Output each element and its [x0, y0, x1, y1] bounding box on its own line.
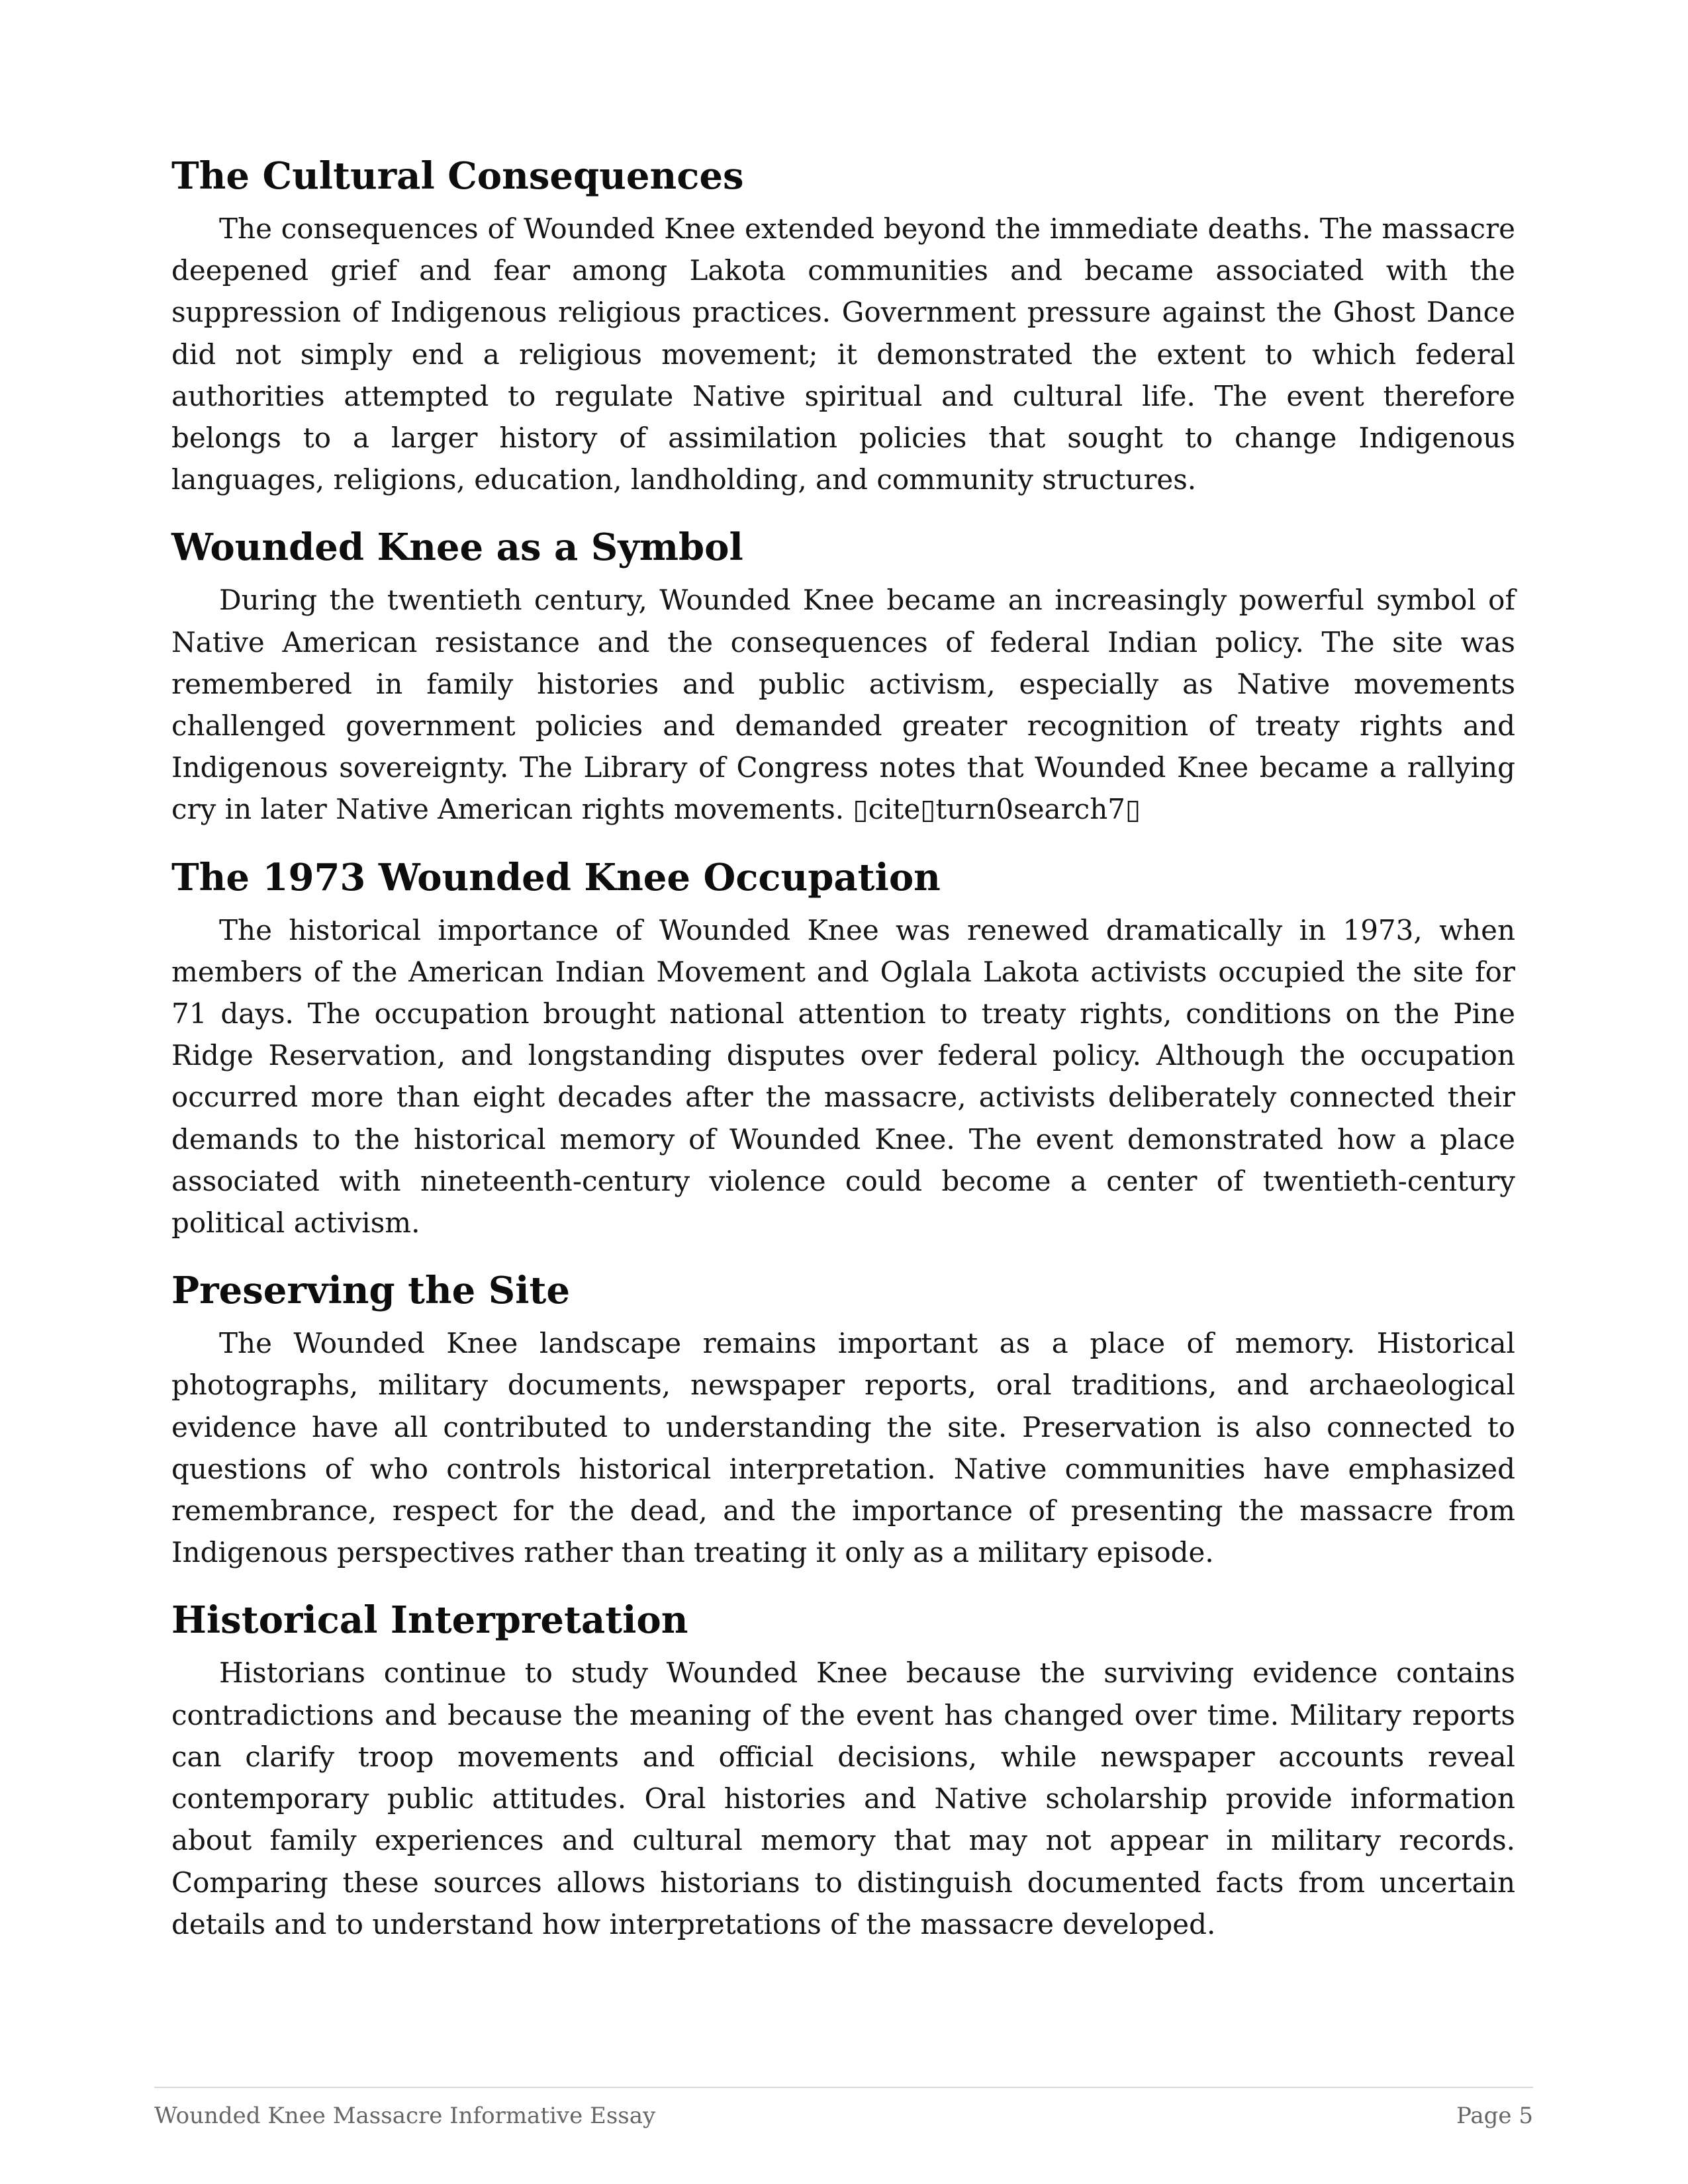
- footer-page-number: Page 5: [1456, 2103, 1533, 2129]
- section-paragraph-1973-occupation: The historical importance of Wounded Knee was renewed dramatically in 1973, when members of the American Indian Movement and Oglala Lakota activists occupied the site for 71 days. The occupation brought national attention to treaty rights, conditions on the Pine Ridge Reservation, and longstanding disputes over federal policy. Although the occupation occurred more than eight decades after the massacre, activists deliberately connected their demands to the historical memory of Wounded Knee. The event demonstrated how a place associated with nineteenth-century violence could become a center of twentieth-century political activism.: [171, 913, 1515, 1240]
- section-heading-preserving-site: Preserving the Site: [171, 1269, 570, 1313]
- section-paragraph-preserving-site: The Wounded Knee landscape remains important as a place of memory. Historical photographs, military documents, newspaper reports, oral traditions, and archaeological evidence have all contributed to understanding the site. Preservation is also connected to questions of who controls historical interpretation. Native communities have emphasized remembrance, respect for the dead, and the importance of presenting the massacre from Indigenous perspectives rather than treating it only as a military episode.: [171, 1327, 1515, 1569]
- section-heading-cultural-consequences: The Cultural Consequences: [171, 154, 744, 198]
- document-body: [171, 151, 1515, 1967]
- page-footer: [154, 2087, 1533, 2130]
- section-paragraph-cultural-consequences: The consequences of Wounded Knee extended beyond the immediate deaths. The massacre deepened grief and fear among Lakota communities and became associated with the suppression of Indigenous religious practices. Government pressure against the Ghost Dance did not simply end a religious movement; it demonstrated the extent to which federal authorities attempted to regulate Native spiritual and cultural life. The event therefore belongs to a larger history of assimilation policies that sought to change Indigenous languages, religions, education, landholding, and community structures.: [171, 212, 1515, 496]
- section-paragraph-symbol: During the twentieth century, Wounded Knee became an increasingly powerful symbol of Native American resistance and the consequences of federal Indian policy. The site was remembered in family histories and public activism, especially as Native movements challenged government policies and demanded greater recognition of treaty rights and Indigenous sovereignty. The Library of Congress notes that Wounded Knee became a rallying cry in later Native American rights movements. ▯cite▯turn0search7▯: [171, 584, 1515, 826]
- section-heading-symbol: Wounded Knee as a Symbol: [171, 525, 743, 570]
- section-heading-1973-occupation: The 1973 Wounded Knee Occupation: [171, 855, 941, 899]
- footer-document-title: Wounded Knee Massacre Informative Essay: [154, 2103, 656, 2129]
- section-heading-historical-interpretation: Historical Interpretation: [171, 1598, 688, 1643]
- section-paragraph-historical-interpretation: Historians continue to study Wounded Knee because the surviving evidence contains contradictions and because the meaning of the event has changed over time. Military reports can clarify troop movements and official decisions, while newspaper accounts reveal contemporary public attitudes. Oral histories and Native scholarship provide information about family experiences and cultural memory that may not appear in military records. Comparing these sources allows historians to distinguish documented facts from uncertain details and to understand how interpretations of the massacre developed.: [171, 1657, 1515, 1940]
